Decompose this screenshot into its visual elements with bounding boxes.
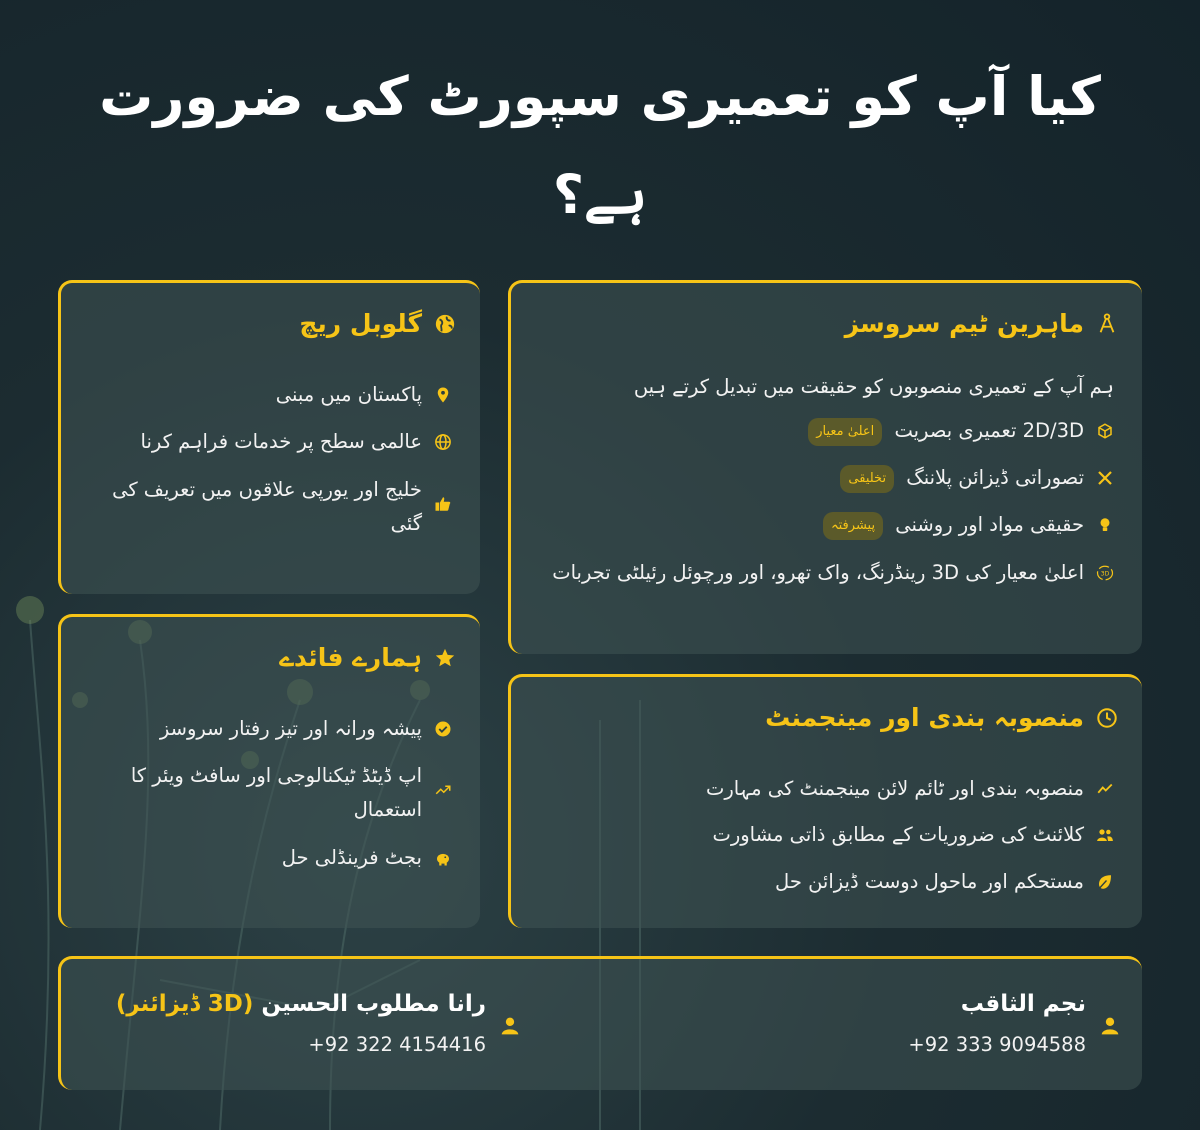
contact-role: (3D ڈیزائنر) (115, 991, 254, 1017)
contact-2 (116, 991, 520, 1056)
list-item: 2D/3D تعمیری بصریت اعلیٰ معیار (808, 414, 1114, 448)
globe-outline-icon (434, 433, 452, 451)
person-icon (1100, 1016, 1120, 1036)
verified-badge-icon (434, 720, 452, 738)
users-icon (1096, 826, 1114, 844)
contacts-card (58, 956, 1142, 1090)
list-item: مستحکم اور ماحول دوست ڈیزائن حل (775, 865, 1114, 899)
globe-icon (434, 313, 456, 335)
leaf-icon (1096, 873, 1114, 891)
phone-link[interactable]: +92 322 4154416 (308, 1033, 486, 1056)
list-item: اپ ڈیٹڈ ٹیکنالوجی اور سافٹ ویئر کا استعمال (112, 759, 452, 827)
expert-team-header (845, 309, 1118, 338)
page-title: کیا آپ کو تعمیری سپورٹ کی ضرورت ہے؟ (99, 65, 1101, 226)
expert-team-heading: ماہرین ٹیم سروسز (844, 309, 1084, 338)
list-item: خلیج اور یورپی علاقوں میں تعریف کی گئی (112, 473, 452, 541)
list-item: 3D اعلیٰ معیار کی 3D رینڈرنگ، واک تھرو، اور ورچوئل رئیلٹی تجربات (534, 556, 1114, 590)
list-item: بجٹ فرینڈلی حل (282, 841, 452, 875)
trending-up-icon (434, 781, 452, 799)
cube-icon (1096, 422, 1114, 440)
list-item: حقیقی مواد اور روشنی پیشرفتہ (823, 508, 1114, 542)
benefits-heading: ہمارے فائدے (279, 643, 422, 672)
location-pin-icon (434, 386, 452, 404)
3d-rotate-icon (1096, 564, 1114, 582)
clock-icon (1096, 707, 1118, 729)
list-item: کلائنٹ کی ضروریات کے مطابق ذاتی مشاورت (712, 818, 1114, 852)
contact-name: رانا مطلوب الحسین (3D ڈیزائنر) (115, 991, 486, 1017)
bulb-icon (1096, 516, 1114, 534)
quality-badge: اعلیٰ معیار (808, 418, 882, 446)
global-reach-heading: گلوبل ریچ (299, 309, 422, 338)
list-item: تصوراتی ڈیزائن پلاننگ تخلیقی (840, 461, 1114, 495)
contact-1 (908, 991, 1120, 1056)
star-icon (434, 647, 456, 669)
list-item: منصوبہ بندی اور ٹائم لائن مینجمنٹ کی مہارت (706, 772, 1114, 806)
design-tools-icon (1096, 469, 1114, 487)
person-icon (500, 1016, 520, 1036)
svg-text:3D: 3D (1100, 570, 1110, 578)
planning-header (765, 703, 1118, 732)
global-reach-card (58, 280, 480, 594)
planning-heading: منصوبہ بندی اور مینجمنٹ (765, 703, 1084, 732)
benefits-card (58, 614, 480, 928)
list-item: پیشہ ورانہ اور تیز رفتار سروسز (160, 712, 452, 746)
compass-icon (1096, 313, 1118, 335)
benefits-header (279, 643, 456, 672)
contact-name: نجم الثاقب (960, 991, 1086, 1017)
piggy-bank-icon (434, 849, 452, 867)
advanced-badge: پیشرفتہ (823, 512, 883, 540)
global-reach-header (299, 309, 456, 338)
expert-team-card (508, 280, 1142, 654)
phone-link[interactable]: +92 333 9094588 (908, 1033, 1086, 1056)
expert-team-intro: ہم آپ کے تعمیری منصوبوں کو حقیقت میں تبدیل کرتے ہیں (633, 375, 1114, 398)
line-chart-icon (1096, 780, 1114, 798)
list-item: عالمی سطح پر خدمات فراہم کرنا (141, 425, 453, 459)
thumbs-up-icon (434, 495, 452, 513)
list-item: پاکستان میں مبنی (276, 378, 452, 412)
creative-badge: تخلیقی (840, 465, 894, 493)
planning-card (508, 674, 1142, 928)
